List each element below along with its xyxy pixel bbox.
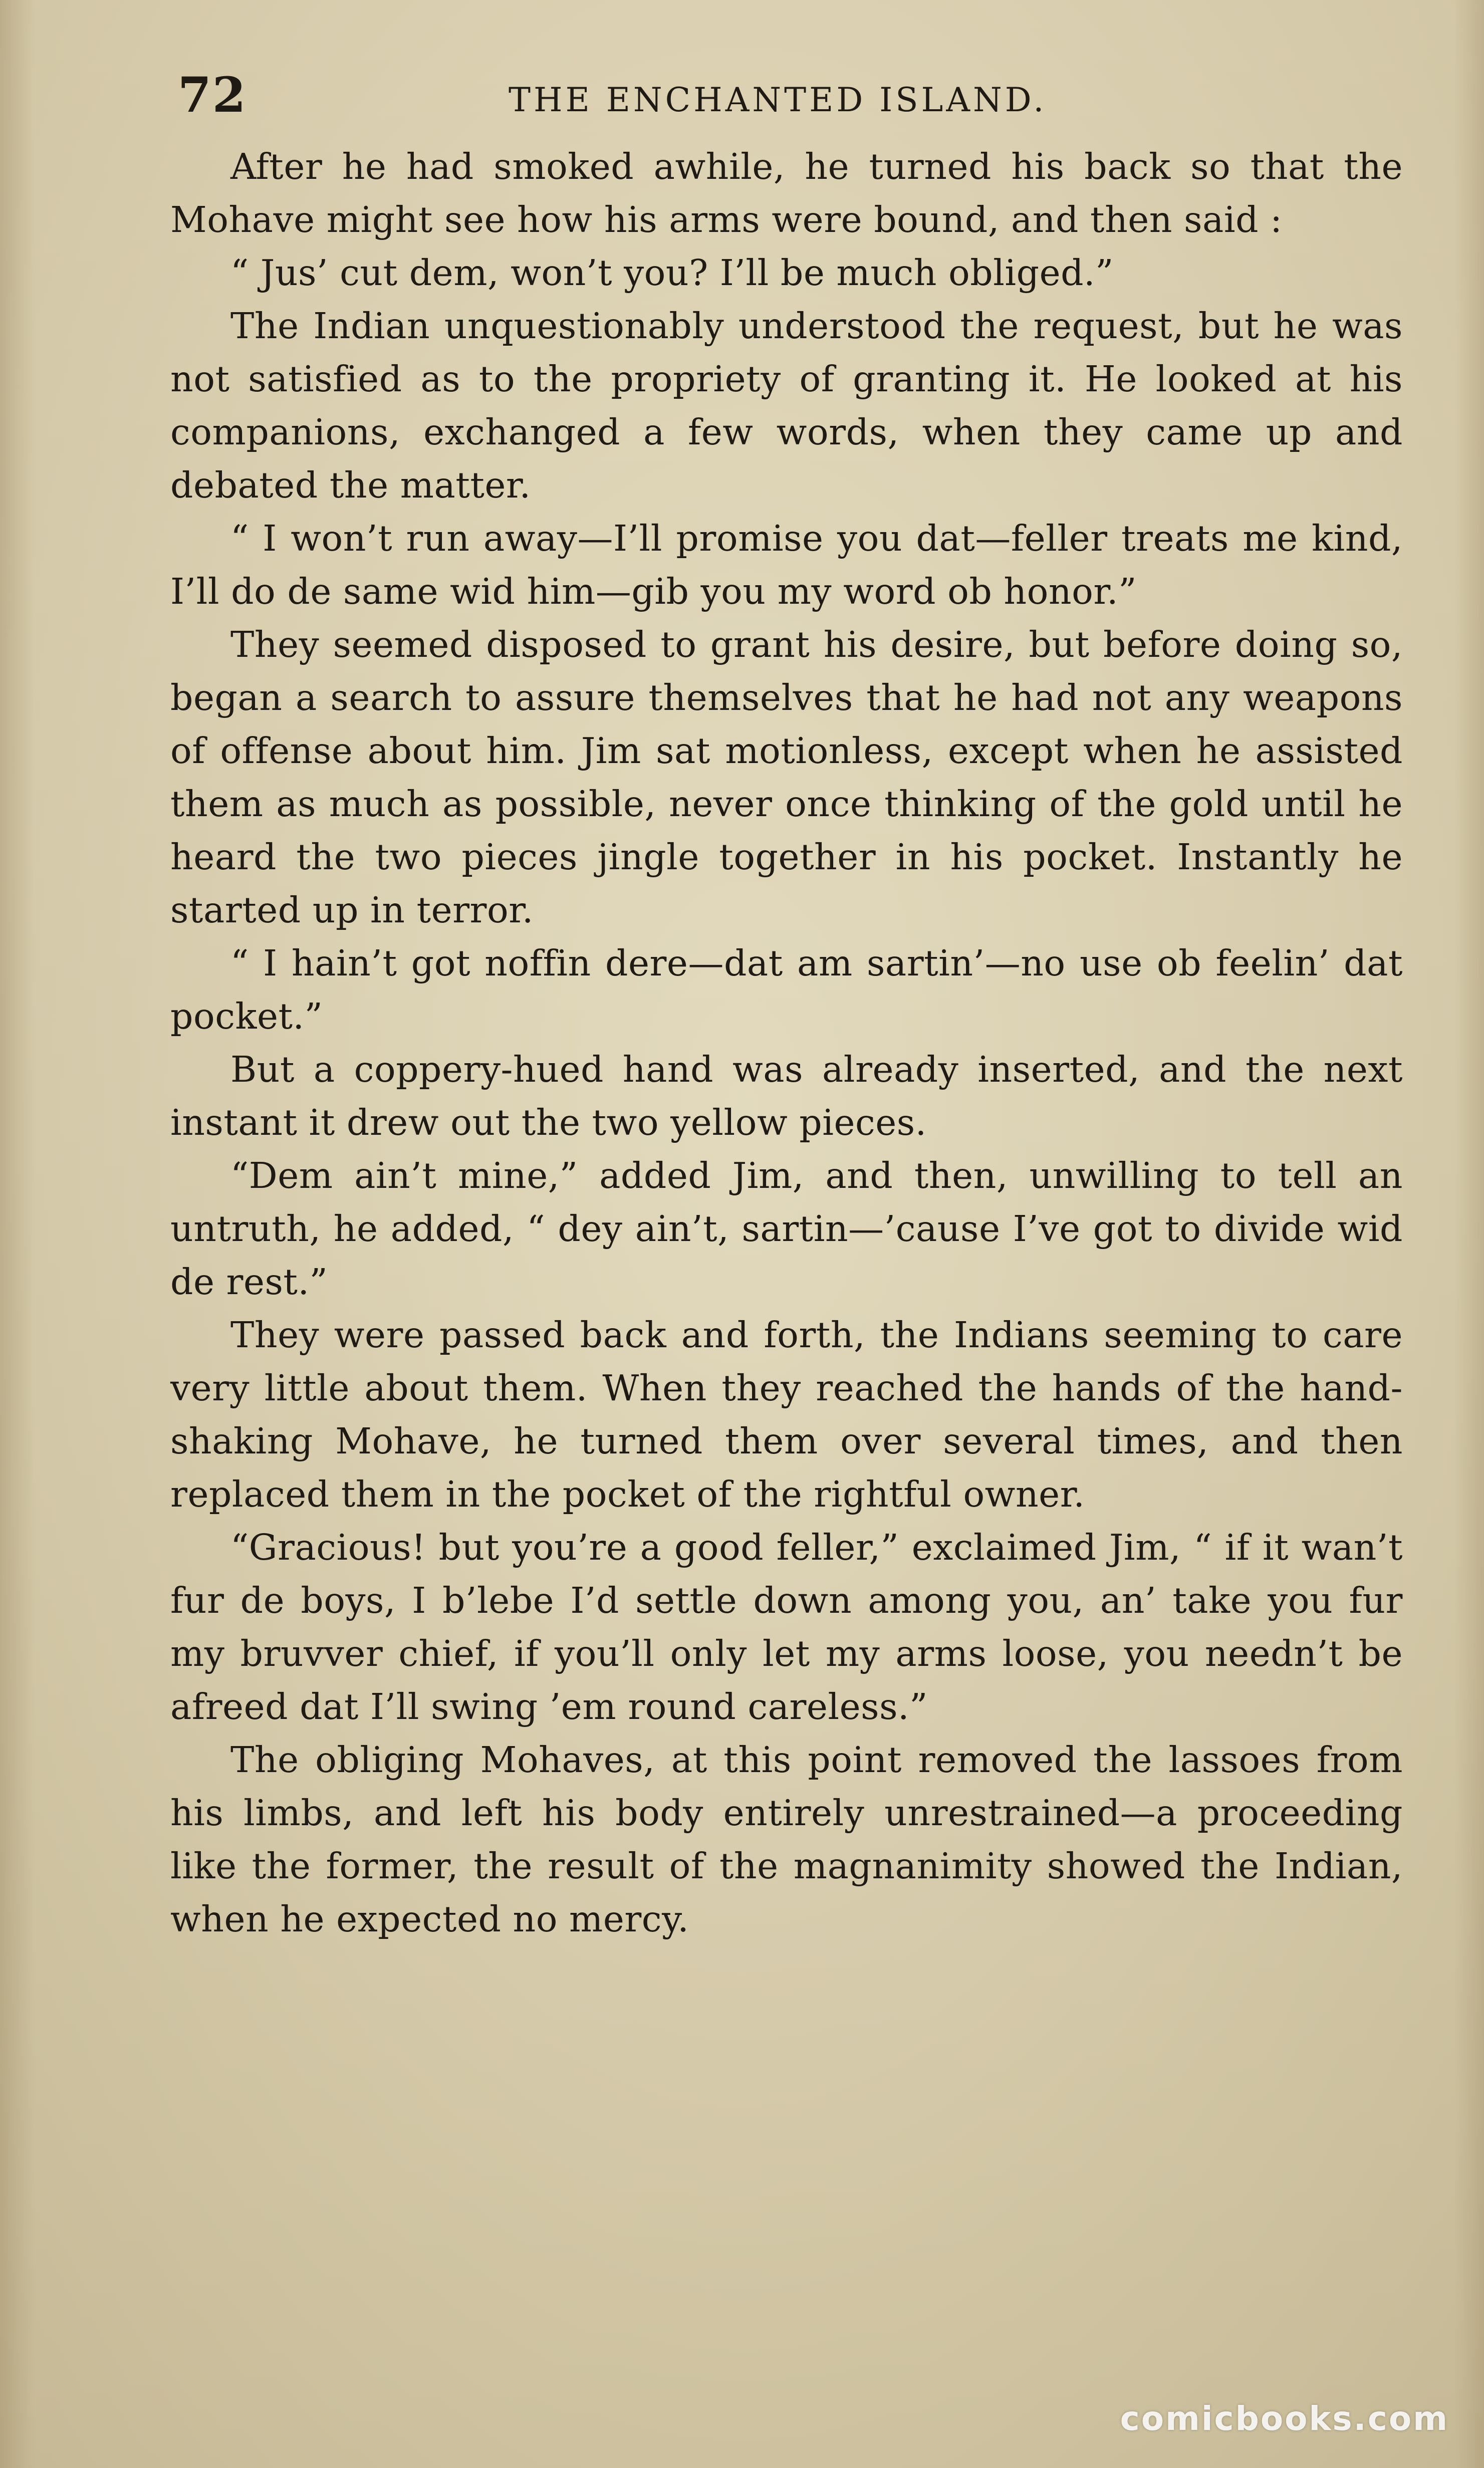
page-header (178, 65, 1405, 125)
paragraph: But a coppery-hued hand was already inserted, and the next instant it drew out the two yellow pieces. (170, 1049, 1403, 1143)
site-watermark: comicbooks.com (1120, 2399, 1449, 2438)
running-head: THE ENCHANTED ISLAND. (509, 81, 1047, 119)
paragraph: “Dem ain’t mine,” added Jim, and then, unwilling to tell an untruth, he added, “ dey ain’t, sartin—’cause I’ve got to divide wid de rest.” (170, 1155, 1403, 1303)
body-text (170, 140, 1403, 1946)
paragraph: The obliging Mohaves, at this point removed the lassoes from his limbs, and left his body entirely unrestrained—a proceeding like the former, the result of the magnanimity showed the Indian, when he expected no mercy. (170, 1739, 1403, 1940)
page-number: 72 (178, 67, 247, 123)
paragraph: The Indian unquestionably understood the request, but he was not satisfied as to the propriety of granting it. He looked at his companions, exchanged a few words, when they came up and debated the matter. (170, 305, 1403, 506)
paragraph: After he had smoked awhile, he turned his back so that the Mohave might see how his arms were bound, and then said : (170, 146, 1403, 240)
paragraph: They were passed back and forth, the Indians seeming to care very little about them. When they reached the hands of the hand-shaking Mohave, he turned them over several times, and then replaced them in the pocket of the rightful owner. (170, 1314, 1403, 1515)
paragraph: “ I hain’t got noffin dere—dat am sartin’—no use ob feelin’ dat pocket.” (170, 942, 1403, 1037)
paragraph: They seemed disposed to grant his desire, but before doing so, began a search to assure themselves that he had not any weapons of offense about him. Jim sat motionless, except when he assisted them as much as possible, never once thinking of the gold until he heard the two pieces jingle together in his pocket. Instantly he started up in terror. (170, 624, 1403, 931)
paragraph: “ Jus’ cut dem, won’t you? I’ll be much obliged.” (230, 252, 1114, 294)
paragraph: “ I won’t run away—I’ll promise you dat—feller treats me kind, I’ll do de same wid him—gib you my word ob honor.” (170, 518, 1403, 612)
paragraph: “Gracious! but you’re a good feller,” exclaimed Jim, “ if it wan’t fur de boys, I b’lebe I’d settle down among you, an’ take you fur my bruvver chief, if you’ll only let my arms loose, you needn’t be afreed dat I’ll swing ’em round careless.” (170, 1527, 1403, 1727)
